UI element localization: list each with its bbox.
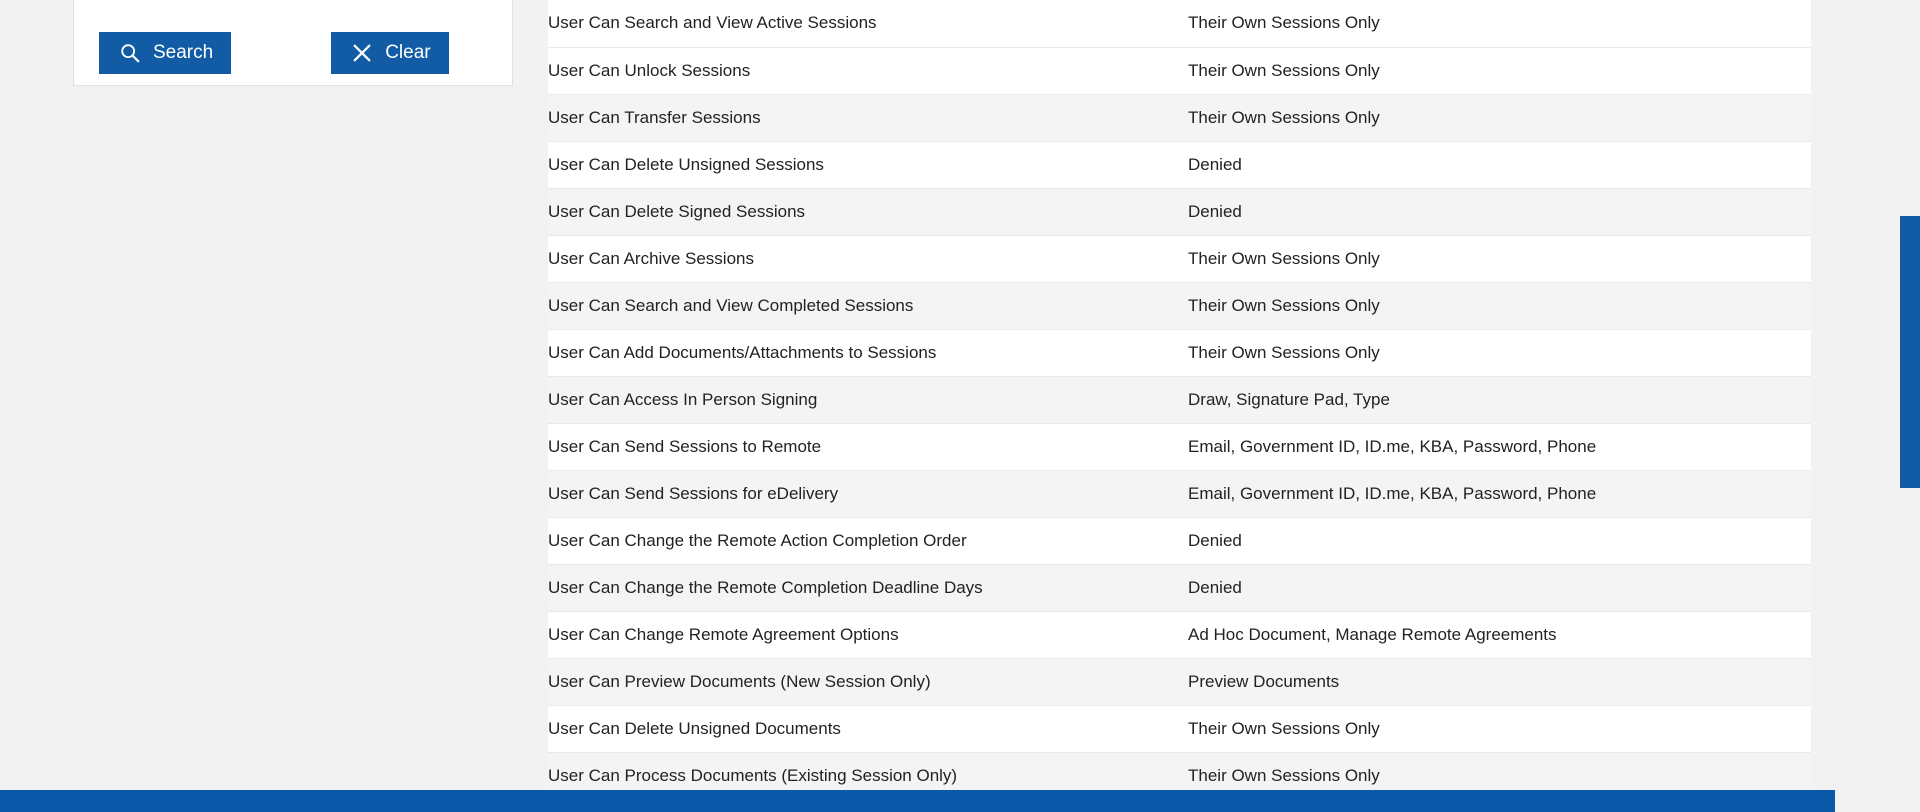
table-row[interactable] bbox=[548, 235, 1811, 282]
permission-name: User Can Process Documents (Existing Session Only) bbox=[548, 752, 1188, 799]
permission-value: Denied bbox=[1188, 564, 1811, 611]
permission-name: User Can Search and View Active Sessions bbox=[548, 0, 1188, 47]
permission-value: Email, Government ID, ID.me, KBA, Password, Phone bbox=[1188, 470, 1811, 517]
table-row[interactable] bbox=[548, 705, 1811, 752]
table-row[interactable] bbox=[548, 0, 1811, 47]
permission-value: Email, Government ID, ID.me, KBA, Password, Phone bbox=[1188, 423, 1811, 470]
table-row[interactable] bbox=[548, 517, 1811, 564]
search-panel-actions bbox=[74, 19, 512, 87]
permissions-table bbox=[548, 0, 1811, 800]
table-row[interactable] bbox=[548, 188, 1811, 235]
permission-value: Their Own Sessions Only bbox=[1188, 705, 1811, 752]
permission-value: Ad Hoc Document, Manage Remote Agreements bbox=[1188, 611, 1811, 658]
close-x-icon bbox=[349, 40, 375, 66]
permission-name: User Can Send Sessions for eDelivery bbox=[548, 470, 1188, 517]
permission-value: Their Own Sessions Only bbox=[1188, 752, 1811, 799]
permission-value: Their Own Sessions Only bbox=[1188, 94, 1811, 141]
permission-value: Their Own Sessions Only bbox=[1188, 235, 1811, 282]
permission-value: Preview Documents bbox=[1188, 658, 1811, 705]
search-icon bbox=[117, 40, 143, 66]
permission-name: User Can Change Remote Agreement Options bbox=[548, 611, 1188, 658]
permission-name: User Can Preview Documents (New Session Only) bbox=[548, 658, 1188, 705]
search-button[interactable] bbox=[99, 32, 231, 74]
table-row[interactable] bbox=[548, 94, 1811, 141]
permission-value: Denied bbox=[1188, 141, 1811, 188]
clear-button-label: Clear bbox=[385, 42, 431, 63]
permission-name: User Can Search and View Completed Sessions bbox=[548, 282, 1188, 329]
permission-value: Their Own Sessions Only bbox=[1188, 329, 1811, 376]
table-row[interactable] bbox=[548, 47, 1811, 94]
permission-name: User Can Change the Remote Completion Deadline Days bbox=[548, 564, 1188, 611]
table-row[interactable] bbox=[548, 423, 1811, 470]
vertical-scrollbar-thumb[interactable] bbox=[1900, 216, 1920, 488]
table-row[interactable] bbox=[548, 329, 1811, 376]
permission-name: User Can Add Documents/Attachments to Sessions bbox=[548, 329, 1188, 376]
permission-value: Denied bbox=[1188, 188, 1811, 235]
table-row[interactable] bbox=[548, 470, 1811, 517]
vertical-scrollbar-track[interactable] bbox=[1900, 0, 1920, 812]
permissions-table-container[interactable] bbox=[548, 0, 1811, 812]
search-panel bbox=[73, 0, 513, 86]
permission-value: Their Own Sessions Only bbox=[1188, 47, 1811, 94]
permission-value: Denied bbox=[1188, 517, 1811, 564]
table-row[interactable] bbox=[548, 564, 1811, 611]
permission-value: Their Own Sessions Only bbox=[1188, 0, 1811, 47]
permission-name: User Can Access In Person Signing bbox=[548, 376, 1188, 423]
table-row[interactable] bbox=[548, 282, 1811, 329]
clear-button[interactable] bbox=[331, 32, 448, 74]
permission-value: Their Own Sessions Only bbox=[1188, 282, 1811, 329]
table-row[interactable] bbox=[548, 658, 1811, 705]
permission-name: User Can Delete Unsigned Documents bbox=[548, 705, 1188, 752]
permission-name: User Can Send Sessions to Remote bbox=[548, 423, 1188, 470]
search-button-label: Search bbox=[153, 42, 214, 63]
permission-name: User Can Transfer Sessions bbox=[548, 94, 1188, 141]
table-row[interactable] bbox=[548, 611, 1811, 658]
permissions-table-body bbox=[548, 0, 1811, 799]
horizontal-scrollbar-thumb[interactable] bbox=[0, 790, 1920, 812]
permission-name: User Can Unlock Sessions bbox=[548, 47, 1188, 94]
table-row[interactable] bbox=[548, 141, 1811, 188]
permission-name: User Can Delete Unsigned Sessions bbox=[548, 141, 1188, 188]
table-row[interactable] bbox=[548, 376, 1811, 423]
permission-value: Draw, Signature Pad, Type bbox=[1188, 376, 1811, 423]
permission-name: User Can Change the Remote Action Completion Order bbox=[548, 517, 1188, 564]
permission-name: User Can Delete Signed Sessions bbox=[548, 188, 1188, 235]
horizontal-scrollbar-track-end[interactable] bbox=[1835, 790, 1920, 812]
permission-name: User Can Archive Sessions bbox=[548, 235, 1188, 282]
